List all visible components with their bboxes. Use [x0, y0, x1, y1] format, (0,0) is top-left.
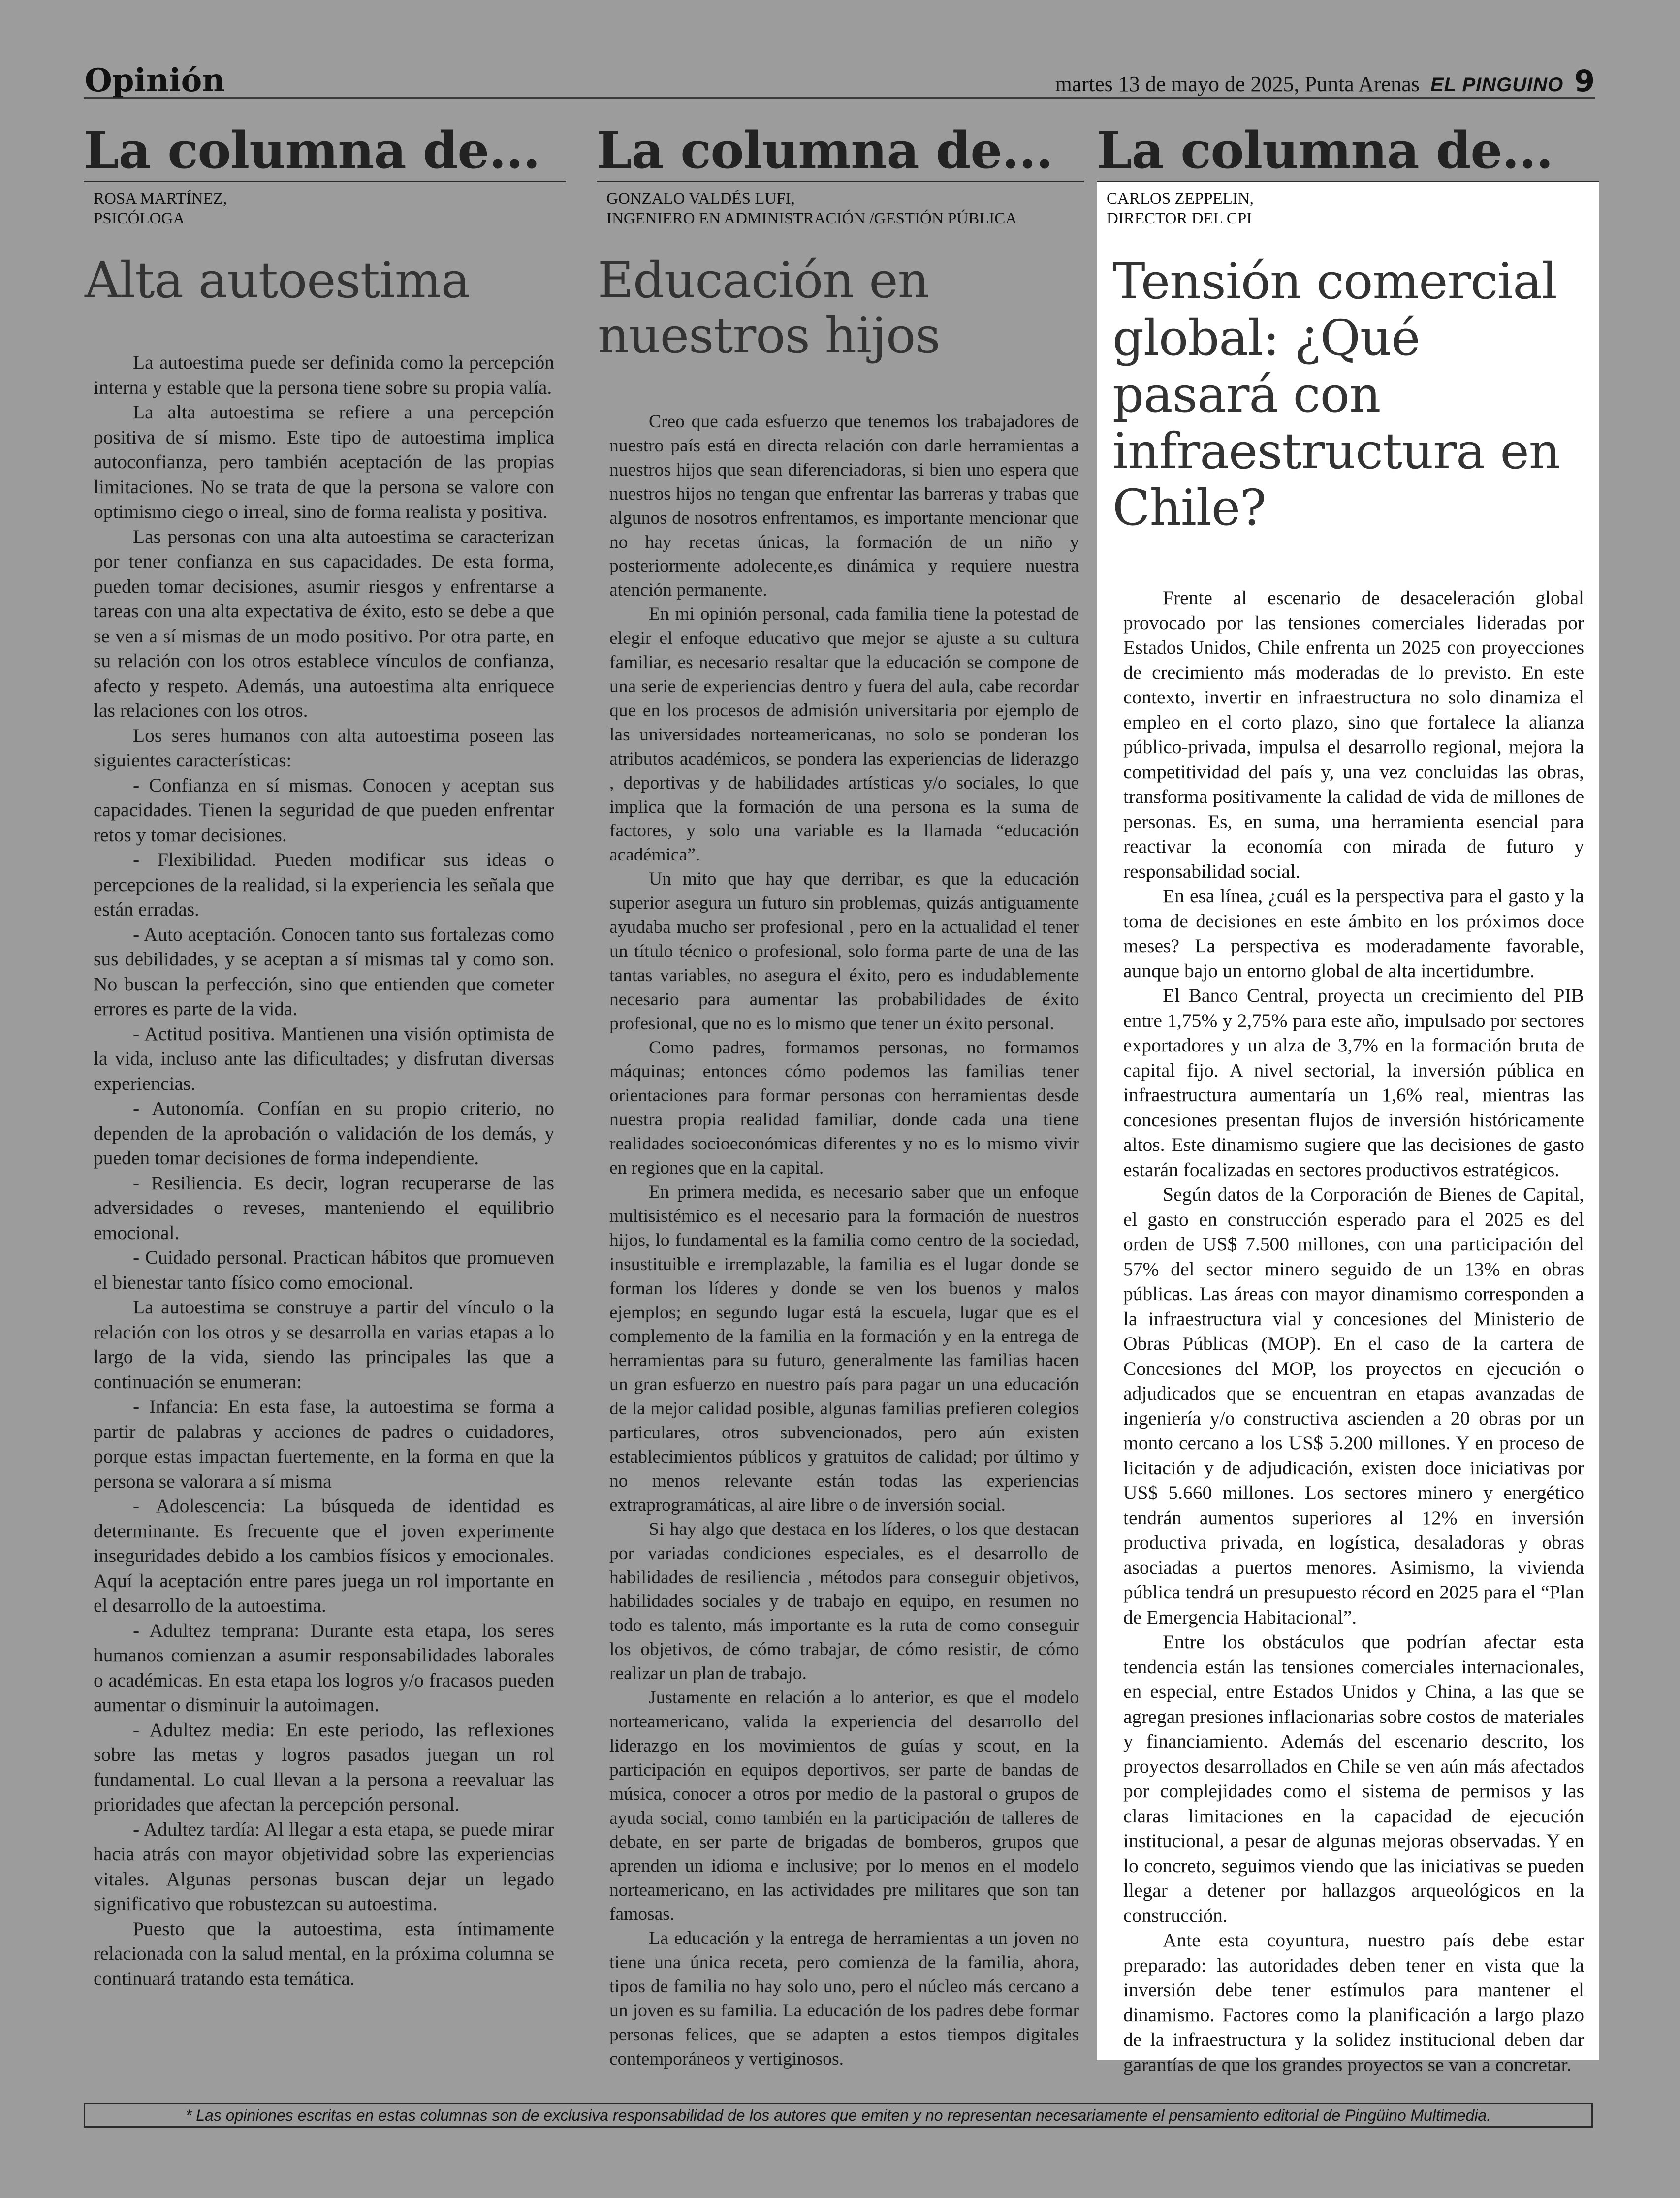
- column-heading: La columna de...: [84, 121, 540, 180]
- column-rule: [84, 181, 566, 182]
- article-title: Tensión comercial global: ¿Qué pasará con infraestructura en Chile?: [1112, 253, 1560, 537]
- column-2: [597, 121, 1084, 2071]
- paragraph: - Autonomía. Confían en su propio criterio, no dependen de la aprobación o validación de los demás, y pueden tomar decisiones de forma independiente.: [94, 1097, 554, 1169]
- dateline: martes 13 de mayo de 2025, Punta Arenas: [1055, 72, 1420, 96]
- paragraph: - Adultez tardía: Al llegar a esta etapa, se puede mirar hacia atrás con mayor objetividad sobre las experiencias vitales. Algunas personas buscan dejar un legado significativo que robustezcan su autoestima.: [94, 1818, 554, 1914]
- paragraph: - Cuidado personal. Practican hábitos que promueven el bienestar tanto físico como emocional.: [94, 1246, 554, 1293]
- byline: [94, 189, 566, 228]
- disclaimer-note: * Las opiniones escritas en estas columnas son de exclusiva responsabilidad de los autores que emiten y no representan necesariamente el pensamiento editorial de Pingüino Multimedia.: [84, 2103, 1593, 2128]
- paragraph: - Adultez media: En este periodo, las reflexiones sobre las metas y logros pasados juegan un rol fundamental. Lo cual llevan a la persona a reevaluar las prioridades que afectan la percepción personal.: [94, 1719, 554, 1815]
- paragraph: La alta autoestima se refiere a una percepción positiva de sí mismo. Este tipo de autoestima implica autoconfianza, pero también aceptación de las propias limitaciones. No se trata de que la persona se valore con optimismo ciego o irreal, sino de forma realista y positiva.: [94, 401, 554, 522]
- paragraph: Un mito que hay que derribar, es que la educación superior asegura un futuro sin problemas, quizás antiguamente ayudaba mucho ser profesional , pero en la actualidad el tener un título técnico o profesional, solo forma parte de una de las tantas variables, no asegura el éxito, pero es indudablemente necesario para aumentar las probabilidades de éxito profesional, que no es lo mismo que tener un éxito personal.: [609, 869, 1079, 1034]
- paragraph: La autoestima puede ser definida como la percepción interna y estable que la persona tiene sobre su propia valía.: [94, 351, 554, 398]
- paragraph: En primera medida, es necesario saber que un enfoque multisistémico es el necesario para la formación de nuestros hijos, lo fundamental es la familia como centro de la sociedad, insustituible e irremplazable, la familia es el lugar donde se forman los líderes y donde se ven los buenos y malos ejemplos; en segundo lugar está la escuela, lugar que es el complemento de la familia en la formación y en la entrega de herramientas para su futuro, generalmente las familias hacen un gran esfuerzo en nuestro país para pagar un una educación de la mejor calidad posible, algunas familias prefieren colegios particulares, otros subvencionados, pero aún existen establecimientos públicos y gratuitos de calidad; por último y no menos relevante están todas las experiencias extraprogramáticas, al aire libre o de inversión social.: [609, 1182, 1079, 1515]
- paragraph: Justamente en relación a lo anterior, es que el modelo norteamericano, valida la experiencia del desarrollo del liderazgo en los movimientos de guías y scout, en la participación en equipos deportivos, ser parte de bandas de música, conocer a otros por medio de la pastoral o grupos de ayuda social, como también en la participación de talleres de debate, en ser parte de brigadas de bomberos, grupos que aprenden un idioma e inclusive; por lo menos en el modelo norteamericano, en las actividades pre militares que son tan famosas.: [609, 1688, 1079, 1925]
- paragraph: Ante esta coyuntura, nuestro país debe estar preparado: las autoridades deben tener en vista que la inversión debe tener estímulos para mantener el dinamismo. Factores como la planificación a largo plazo de la infraestructura y la solidez institucional deben dar garantías de que los grandes proyectos se van a concretar.: [1123, 1929, 1584, 2075]
- column-1: [84, 121, 566, 1991]
- column-heading: La columna de...: [597, 121, 1053, 180]
- author-name: CARLOS ZEPPELIN,: [1107, 190, 1254, 208]
- paragraph: Creo que cada esfuerzo que tenemos los trabajadores de nuestro país está en directa relación con darle herramientas a nuestros hijos que sean diferenciadoras, si bien uno espera que nuestros hijos no tengan que enfrentar las barreras y trabas que algunos de nosotros enfrentamos, es importante mencionar que no hay recetas únicas, la formación de un niño y posteriormente adolecente,es dinámica y requiere nuestra atención permanente.: [609, 412, 1079, 601]
- column-rule: [597, 181, 1084, 182]
- author-role: PSICÓLOGA: [94, 210, 185, 227]
- paragraph: - Auto aceptación. Conocen tanto sus fortalezas como sus debilidades, y se aceptan a sí mismas tal y como son. No buscan la perfección, sino que entienden que cometer errores es parte de la vida.: [94, 923, 554, 1019]
- paragraph: - Resiliencia. Es decir, logran recuperarse de las adversidades o reveses, manteniendo el equilibrio emocional.: [94, 1172, 554, 1243]
- paragraph: - Actitud positiva. Mantienen una visión optimista de la vida, incluso ante las dificultades; y disfrutan diversas experiencias.: [94, 1022, 554, 1094]
- column-rule: [1097, 181, 1599, 182]
- paragraph: - Flexibilidad. Pueden modificar sus ideas o percepciones de la realidad, si la experiencia les señala que están erradas.: [94, 849, 554, 920]
- article-title: Alta autoestima: [85, 252, 470, 309]
- page-header: [84, 59, 1595, 99]
- paragraph: - Confianza en sí mismas. Conocen y aceptan sus capacidades. Tienen la seguridad de que pueden enfrentar retos y tomar decisiones.: [94, 774, 554, 846]
- paragraph: Puesto que la autoestima, esta íntimamente relacionada con la salud mental, en la próxima columna se continuará tratando esta temática.: [94, 1917, 554, 1989]
- paragraph: Según datos de la Corporación de Bienes de Capital, el gasto en construcción esperado para el 2025 es del orden de US$ 7.500 millones, con una participación del 57% del sector minero seguido de un 13% en obras públicas. Las áreas con mayor dinamismo corresponden a la infraestructura vial y concesiones del Ministerio de Obras Públicas (MOP). En el caso de la cartera de Concesiones del MOP, los proyectos en ejecución o adjudicados que se encuentran en etapas avanzadas de ingeniería y/o constructiva ascienden a 20 obras por un monto cercano a los US$ 5.200 millones. Y en proceso de licitación y de adjudicación, existen doce iniciativas por US$ 5.660 millones. Los sectores minero y energético tendrán aumentos superiores al 12% en inversión productiva privada, en logística, desaladoras y obras asociadas a puertos menores. Asimismo, la vivienda pública tendrá un presupuesto récord en 2025 para el “Plan de Emergencia Habitacional”.: [1123, 1183, 1584, 1628]
- header-right: [1055, 64, 1595, 98]
- author-name: GONZALO VALDÉS LUFI,: [606, 190, 795, 208]
- paragraph: En esa línea, ¿cuál es la perspectiva para el gasto y la toma de decisiones en este ámbito en los próximos doce meses? La perspectiva es moderadamente favorable, aunque bajo un entorno global de alta incertidumbre.: [1123, 885, 1584, 982]
- paragraph: - Adultez temprana: Durante esta etapa, los seres humanos comienzan a asumir responsabilidades laborales o académicas. En esta etapa los logros y/o fracasos pueden aumentar o disminuir la autoimagen.: [94, 1619, 554, 1716]
- paragraph: - Infancia: En esta fase, la autoestima se forma a partir de palabras y acciones de padres o cuidadores, porque estas impactan fuertemente, en la forma en que la persona se valorara a sí misma: [94, 1396, 554, 1492]
- section-name: Opinión: [85, 62, 225, 99]
- author-role: INGENIERO EN ADMINISTRACIÓN /GESTIÓN PÚBLICA: [606, 210, 1017, 227]
- author-name: ROSA MARTÍNEZ,: [94, 190, 227, 208]
- paragraph: Frente al escenario de desaceleración global provocado por las tensiones comerciales lideradas por Estados Unidos, Chile enfrenta un 2025 con proyecciones de crecimiento más moderadas de lo previsto. En este contexto, invertir en infraestructura no solo dinamiza el empleo en el corto plazo, sino que fortalece la alianza público-privada, impulsa el desarrollo regional, mejora la competitividad del país y, una vez concluidas las obras, transforma positivamente la calidad de vida de millones de personas. Es, en suma, una herramienta esencial para reactivar la economía con mirada de futuro y responsabilidad social.: [1123, 587, 1584, 882]
- column-heading: La columna de...: [1097, 121, 1553, 180]
- byline: [606, 189, 1084, 228]
- author-role: DIRECTOR DEL CPI: [1107, 210, 1252, 227]
- paragraph: Los seres humanos con alta autoestima poseen las siguientes características:: [94, 724, 554, 771]
- newspaper-logo: EL PINGUINO: [1430, 74, 1564, 96]
- paragraph: En mi opinión personal, cada familia tiene la potestad de elegir el enfoque educativo que mejor se ajuste a su cultura familiar, es necesario resaltar que la educación se compone de una serie de experiencias dentro y fuera del aula, cabe recordar que en los procesos de admisión universitaria por ejemplo de las universidades norteamericanas, no solo se ponderan los atributos académicos, se pondera las experiencias de liderazgo , deportivas y de habilidades artísticas y/o sociales, lo que implica que la formación de una persona es la suma de factores, y solo una variable es la llamada “educación académica”.: [609, 604, 1079, 865]
- column-3: [1097, 121, 1599, 2077]
- paragraph: La autoestima se construye a partir del vínculo o la relación con los otros y se desarrolla en varias etapas a lo largo de la vida, siendo las principales las que a continuación se enumeran:: [94, 1296, 554, 1393]
- paragraph: Las personas con una alta autoestima se caracterizan por tener confianza en sus capacidades. De esta forma, pueden tomar decisiones, asumir riesgos y enfrentarse a tareas con una alta expectativa de éxito, esto se debe a que se ven a sí mismas de un modo positivo. Por otra parte, en su relación con los otros establece vínculos de confianza, afecto y respeto. Además, una autoestima alta enriquece las relaciones con los otros.: [94, 525, 554, 721]
- paragraph: - Adolescencia: La búsqueda de identidad es determinante. Es frecuente que el joven experimente inseguridades debido a los cambios físicos y emocionales. Aquí la aceptación entre pares juega un rol importante en el desarrollo de la autoestima.: [94, 1495, 554, 1616]
- paragraph: El Banco Central, proyecta un crecimiento del PIB entre 1,75% y 2,75% para este año, impulsado por sectores exportadores y un alza de 3,7% en la formación bruta de capital fijo. A nivel sectorial, la inversión pública en infraestructura aumentaría un 1,6% real, mientras las concesiones presentan flujos de inversión históricamente altos. Este dinamismo sugiere que las decisiones de gasto estarán focalizadas en sectores productivos estratégicos.: [1123, 985, 1584, 1180]
- article-body: [609, 410, 1079, 2071]
- article-body: [1123, 585, 1584, 2077]
- page-number: 9: [1574, 64, 1595, 98]
- paragraph: La educación y la entrega de herramientas a un joven no tiene una única receta, pero comienza de la familia, ahora, tipos de familia no hay solo uno, pero el núcleo más cercano a un joven es su familia. La educación de los padres debe formar personas felices, que se adapten a estos tiempos digitales contemporáneos y vertiginosos.: [609, 1928, 1079, 2069]
- article-title: Educación en nuestros hijos: [598, 252, 940, 364]
- paragraph: Si hay algo que destaca en los líderes, o los que destacan por variadas condiciones especiales, es el desarrollo de habilidades de resiliencia , métodos para conseguir objetivos, habilidades sociales y de trabajo en equipo, en resumen no todo es talento, más importante es la ruta de como conseguir los objetivos, de cómo trabajar, de cómo resistir, de cómo realizar un plan de trabajo.: [609, 1519, 1079, 1684]
- paragraph: Entre los obstáculos que podrían afectar esta tendencia están las tensiones comerciales internacionales, en especial, entre Estados Unidos y China, a las que se agregan presiones inflacionarias sobre costos de materiales y financiamiento. Además del escenario descrito, los proyectos desarrollados en Chile se ven aún más afectados por complejidades como el sistema de permisos y las claras limitaciones en la capacidad de ejecución institucional, a pesar de algunas mejoras observadas. Y en lo concreto, seguimos viendo que las iniciativas se pueden llegar a detener por hallazgos arqueológicos en la construcción.: [1123, 1631, 1584, 1926]
- paragraph: Como padres, formamos personas, no formamos máquinas; entonces cómo podemos las familias tener orientaciones para formar personas con herramientas desde nuestra propia realidad familiar, donde cada una tiene realidades socioeconómicas diferentes y no es lo mismo vivir en regiones que en la capital.: [609, 1037, 1079, 1179]
- byline: [1107, 189, 1599, 228]
- article-body: [94, 350, 554, 1991]
